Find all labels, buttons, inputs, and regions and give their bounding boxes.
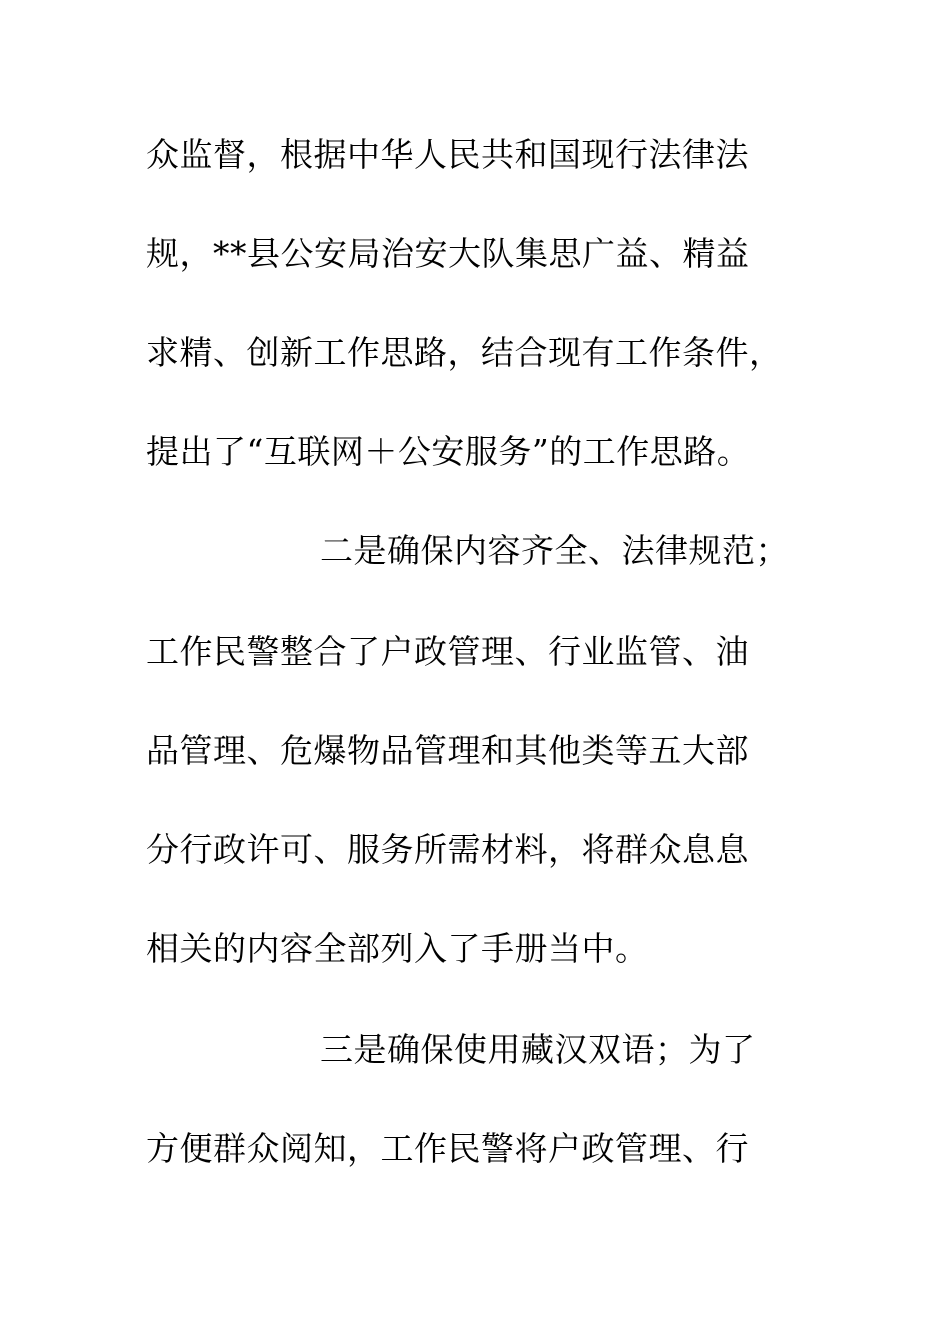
text-line-1: 众监督，根据中华人民共和国现行法律法 <box>146 135 749 174</box>
text-line-6: 工作民警整合了户政管理、行业监管、油 <box>146 632 749 671</box>
text-line-4: 提出了“互联网＋公安服务”的工作思路。 <box>146 432 751 471</box>
text-line-2: 规，**县公安局治安大队集思广益、精益 <box>146 234 750 273</box>
text-line-11: 方便群众阅知，工作民警将户政管理、行 <box>146 1129 749 1168</box>
text-line-5-paragraph-heading: 二是确保内容齐全、法律规范； <box>320 531 789 570</box>
text-line-3: 求精、创新工作思路，结合现有工作条件， <box>146 333 783 372</box>
text-line-7: 品管理、危爆物品管理和其他类等五大部 <box>146 731 749 770</box>
text-line-9: 相关的内容全部列入了手册当中。 <box>146 929 649 968</box>
text-line-10-paragraph-heading: 三是确保使用藏汉双语；为了 <box>320 1030 756 1069</box>
text-line-8: 分行政许可、服务所需材料，将群众息息 <box>146 830 749 869</box>
